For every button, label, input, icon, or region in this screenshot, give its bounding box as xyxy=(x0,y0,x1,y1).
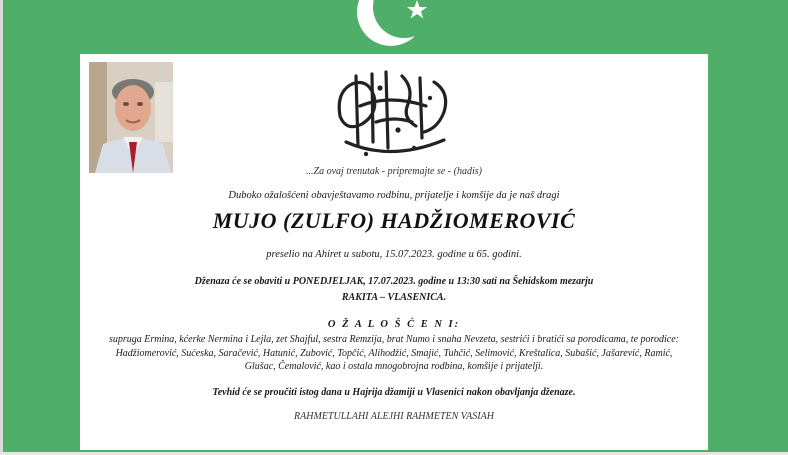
hadith-quote: ...Za ovaj trenutak - pripremajte se - (hadis) xyxy=(306,166,482,177)
closing-prayer: RAHMETULLAHI ALEJHI RAHMETEN VASIAH xyxy=(294,411,494,422)
funeral-details: Dženaza će se obaviti u PONEDJELJAK, 17.07.2023. godine u 13:30 sati na Šehidskom mezarju xyxy=(194,276,594,287)
mourners-heading: O Ž A L O Š Ć E N I: xyxy=(327,319,461,330)
announcement-intro: Duboko ožalošćeni obavještavamo rodbinu, prijatelje i komšije da je naš dragi xyxy=(228,190,560,201)
crescent-star-icon xyxy=(355,0,435,48)
deceased-name: MUJO (ZULFO) HADŽIOMEROVIĆ xyxy=(212,208,576,233)
mourners-list: supruga Ermina, kćerke Nermina i Lejla, zet Shajful, sestra Remzija, brat Numo i snaha Nevzeta, sestrići i bratići sa porodicama, te porodice: Hadžiomerović, Sućeska, Saračević, Hatunić, Zubović, Topčić, Alihodžić, Smajić, Tuhčić, Selimović, Kreštalica, Subašić, Jašarević, Ramić, Glušac, Čemalović, kao i ostala mnogobrojna rodbina, komšije i prijatelji. xyxy=(108,334,680,372)
obituary-card xyxy=(80,54,708,450)
funeral-place: RAKITA – VLASENICA. xyxy=(341,292,447,303)
arabic-calligraphy-emblem xyxy=(316,58,466,170)
frame-left xyxy=(0,0,3,455)
death-date-line: preselio na Ahiret u subotu, 15.07.2023. godine u 65. godini. xyxy=(266,249,522,260)
tevhid-notice: Tevhid će se proučiti istog dana u Hajrija džamiji u Vlasenici nakon obavljanja dženaze. xyxy=(212,387,576,398)
portrait-image xyxy=(89,62,173,173)
portrait-photo xyxy=(89,62,173,173)
